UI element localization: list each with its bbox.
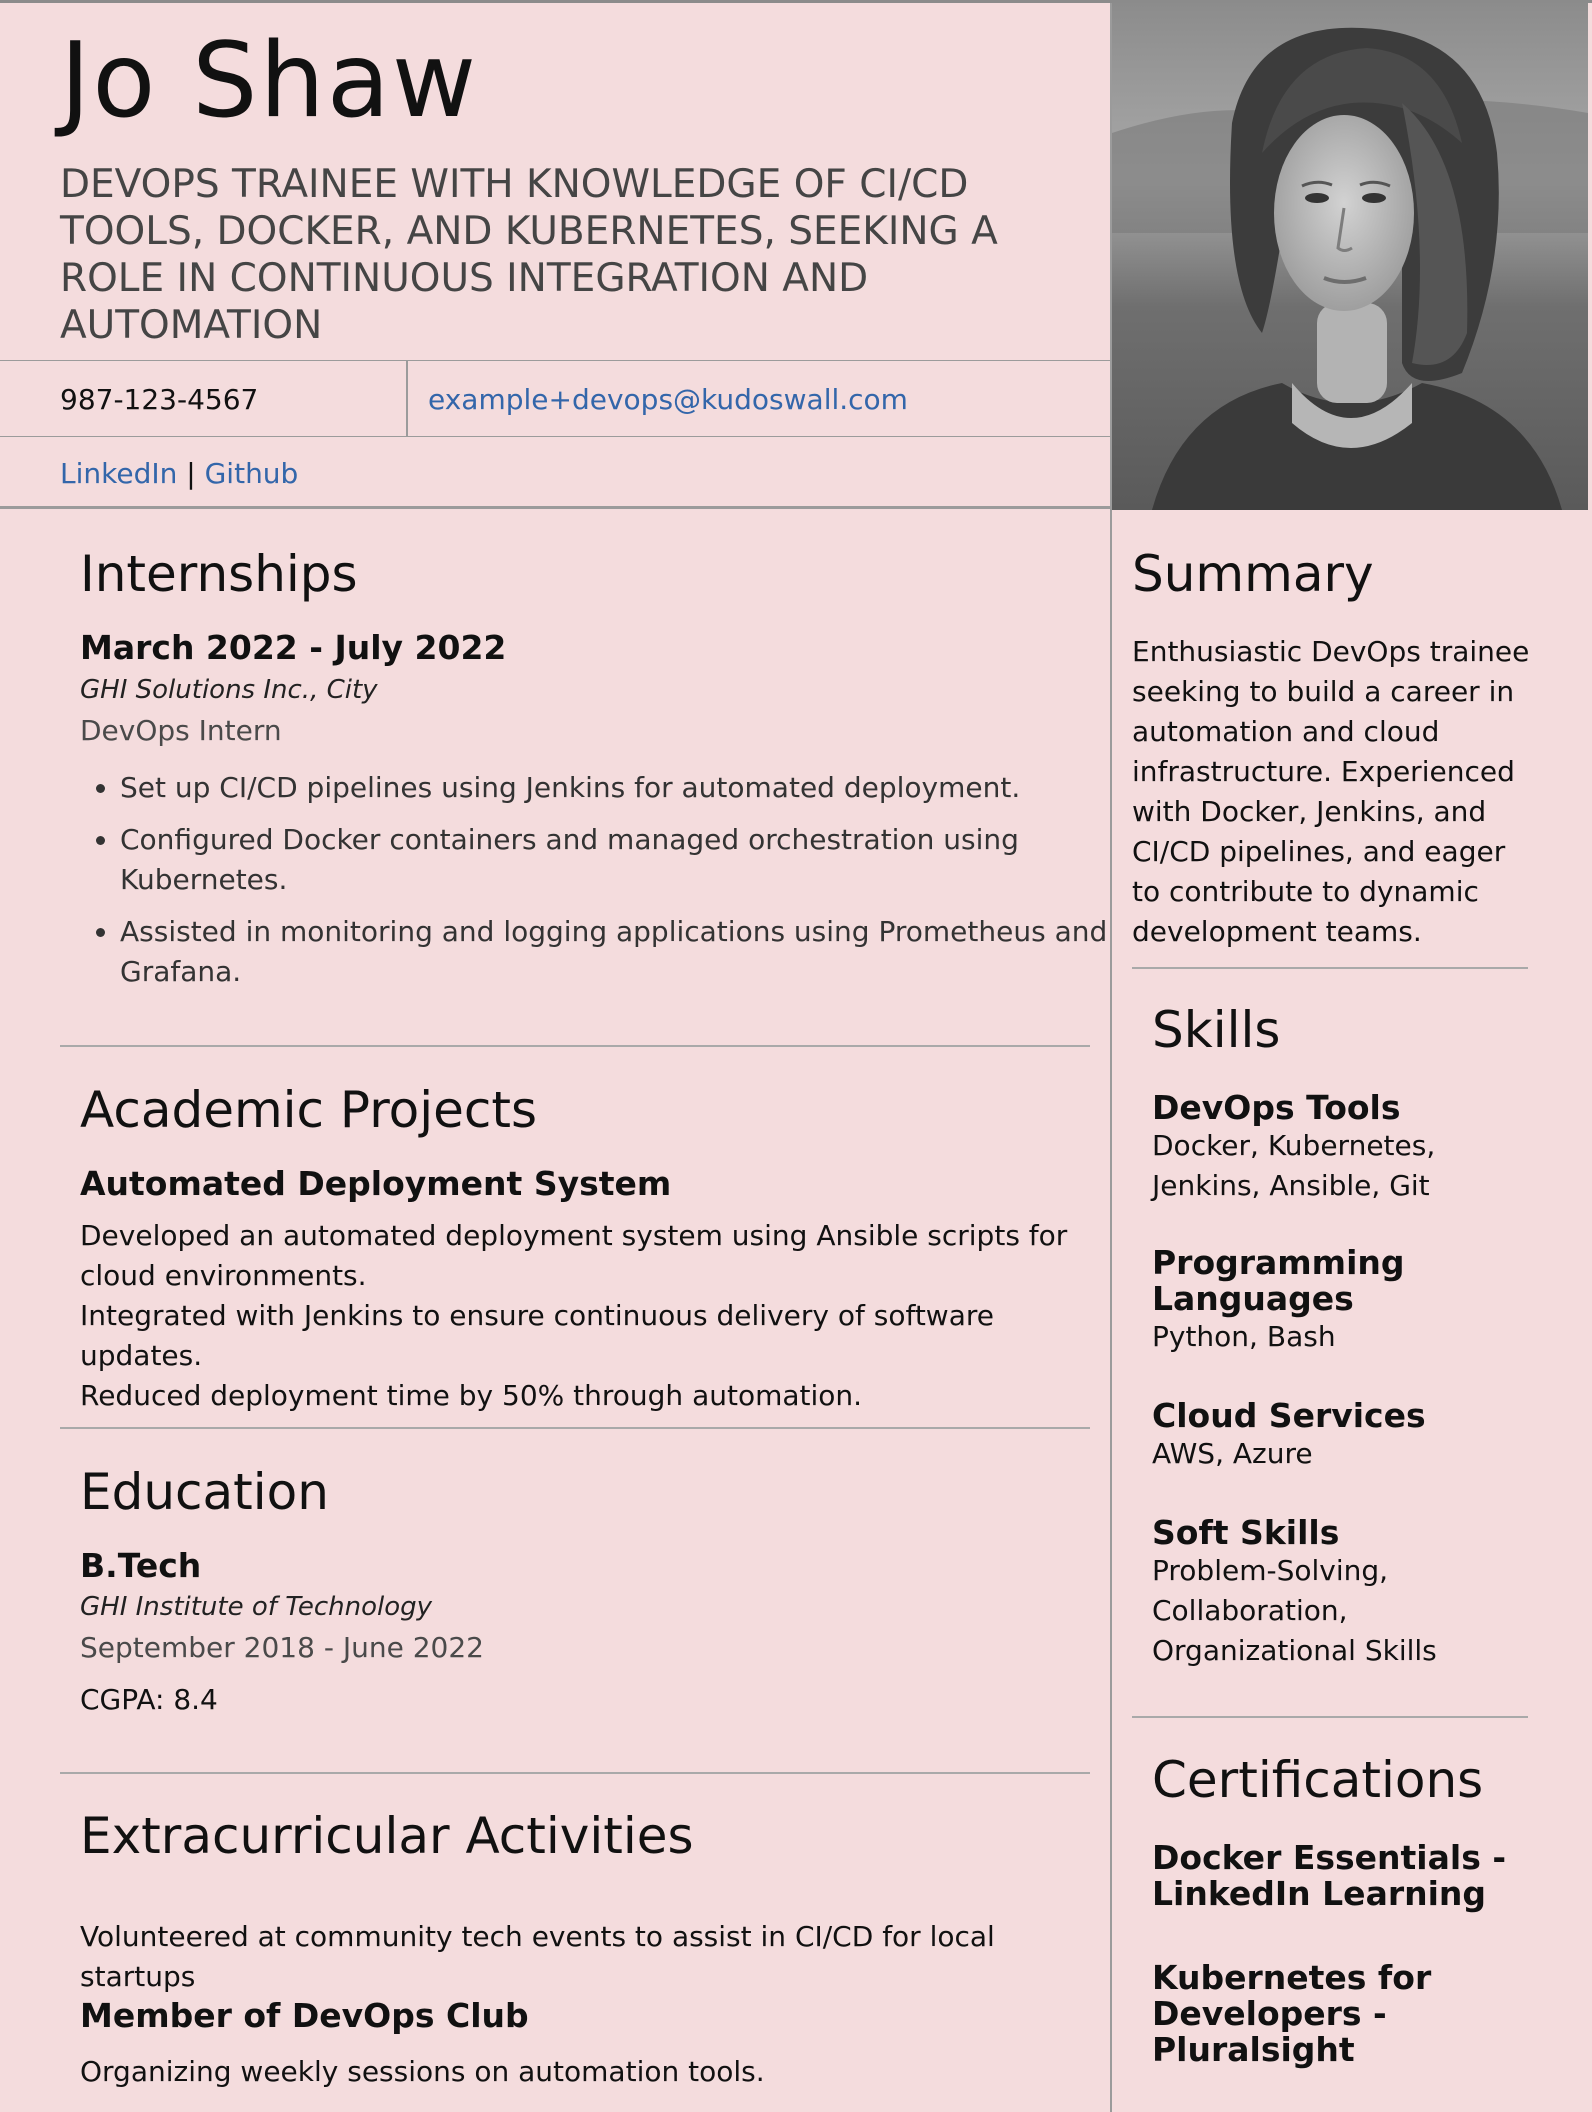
sidebar-divider [1132, 967, 1528, 969]
section-divider [60, 1427, 1090, 1429]
skill-group-values: Python, Bash [1152, 1320, 1336, 1353]
project-line: Developed an automated deployment system using Ansible scripts for cloud environments. [80, 1219, 1068, 1292]
list-item: • Assisted in monitoring and logging applications using Prometheus and Grafana. [120, 912, 1130, 992]
profile-photo [1112, 3, 1588, 510]
cgpa: CGPA: 8.4 [80, 1683, 218, 1716]
candidate-tagline: DEVOPS TRAINEE WITH KNOWLEDGE OF CI/CD TOOLS, DOCKER, AND KUBERNETES, SEEKING A ROLE IN CONTINUOUS INTEGRATION AND AUTOMATION [60, 162, 998, 348]
social-links [60, 457, 298, 490]
skills-heading: Skills [1152, 1001, 1281, 1059]
skill-group-values: Problem-Solving, Collaboration, Organizational Skills [1152, 1554, 1437, 1667]
skill-group-values: AWS, Azure [1152, 1437, 1313, 1470]
skill-group-name: Cloud Services [1152, 1396, 1426, 1435]
skill-group-name: Soft Skills [1152, 1513, 1340, 1552]
certification-item: Kubernetes for Developers - Pluralsight [1152, 1958, 1432, 2069]
skill-group [1152, 1245, 1532, 1357]
resume-header [0, 3, 1110, 508]
header-divider [0, 506, 1110, 509]
phone-number: 987-123-4567 [60, 383, 259, 416]
list-item: • Configured Docker containers and managed orchestration using Kubernetes. [120, 820, 1130, 900]
certification-item: Docker Essentials - LinkedIn Learning [1152, 1838, 1507, 1913]
extracurricular-intro: Volunteered at community tech events to assist in CI/CD for local startups [80, 1920, 995, 1993]
github-link[interactable]: Github [204, 457, 299, 490]
project-line: Integrated with Jenkins to ensure continuous delivery of software updates. [80, 1299, 994, 1372]
list-item: • Set up CI/CD pipelines using Jenkins for automated deployment. [120, 768, 1130, 808]
skill-group-name: DevOps Tools [1152, 1088, 1401, 1127]
project-description [80, 1216, 1090, 1416]
education-heading: Education [80, 1463, 329, 1521]
section-divider [60, 1045, 1090, 1047]
education-dates: September 2018 - June 2022 [80, 1631, 484, 1664]
activity-name: Member of DevOps Club [80, 1996, 529, 2035]
contact-row [0, 360, 1110, 437]
section-divider [60, 1772, 1090, 1774]
email-link[interactable]: example+devops@kudoswall.com [428, 383, 908, 416]
skill-group-values: Docker, Kubernetes, Jenkins, Ansible, Git [1152, 1129, 1436, 1202]
skill-group [1152, 1398, 1532, 1474]
summary-text: Enthusiastic DevOps trainee seeking to build a career in automation and cloud infrastructure. Experienced with Docker, Jenkins, and CI/CD pipelines, and eager to contribute to dynamic development teams. [1132, 635, 1530, 948]
summary-heading: Summary [1132, 545, 1374, 603]
activity-description: Organizing weekly sessions on automation tools. [80, 2055, 765, 2088]
extracurricular-heading: Extracurricular Activities [80, 1807, 694, 1865]
skill-group [1152, 1090, 1532, 1206]
project-name: Automated Deployment System [80, 1164, 672, 1203]
internship-role: DevOps Intern [80, 714, 282, 747]
degree: B.Tech [80, 1546, 202, 1585]
skill-group-name: Programming Languages [1152, 1243, 1405, 1318]
link-separator: | [186, 457, 196, 490]
social-links-row [0, 435, 1110, 510]
projects-heading: Academic Projects [80, 1081, 538, 1139]
contact-divider [406, 361, 408, 436]
internship-dates: March 2022 - July 2022 [80, 628, 507, 667]
school-name: GHI Institute of Technology [80, 1592, 433, 1622]
internship-company: GHI Solutions Inc., City [80, 675, 378, 705]
internships-heading: Internships [80, 545, 358, 603]
certifications-heading: Certifications [1152, 1751, 1484, 1809]
internship-bullets [80, 768, 1130, 1004]
project-line: Reduced deployment time by 50% through automation. [80, 1379, 863, 1412]
column-divider [1110, 3, 1112, 2112]
candidate-name: Jo Shaw [60, 21, 479, 141]
linkedin-link[interactable]: LinkedIn [60, 457, 178, 490]
skill-group [1152, 1515, 1452, 1671]
sidebar-divider [1132, 1716, 1528, 1718]
